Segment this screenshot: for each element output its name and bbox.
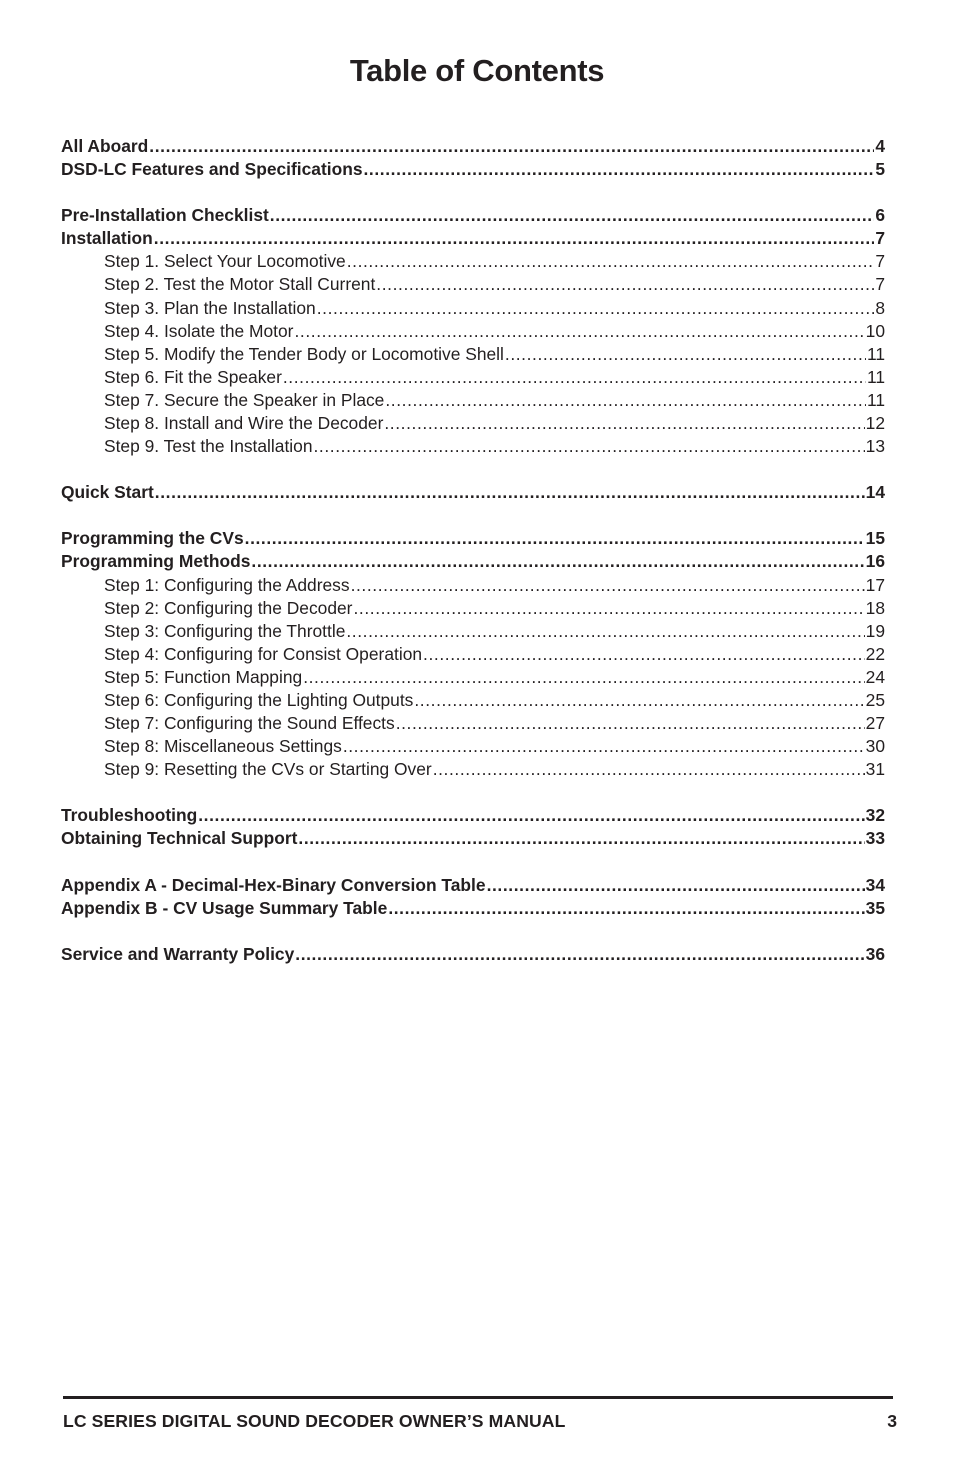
toc-entry-page-number: 8 [875, 297, 885, 318]
toc-step-entry [61, 343, 885, 366]
toc-section-entry [61, 527, 885, 550]
toc-section-entry [61, 550, 885, 573]
toc-entry-page-number: 14 [865, 482, 885, 503]
toc-entry-page-number: 34 [865, 874, 885, 895]
toc-step-entry [61, 574, 885, 597]
toc-entry-label: Step 6: Configuring the Lighting Outputs [104, 689, 414, 710]
toc-entry-page-number: 31 [865, 759, 885, 780]
toc-entry-label: Obtaining Technical Support [61, 828, 298, 849]
toc-entry-label: Step 2: Configuring the Decoder [104, 597, 353, 618]
toc-dot-leader [149, 135, 874, 158]
toc-entry-page-number: 30 [865, 736, 885, 757]
footer-title: LC SERIES DIGITAL SOUND DECODER OWNER’S MANUAL [63, 1411, 566, 1431]
toc-dot-leader [364, 158, 875, 181]
toc-entry-page-number: 5 [875, 159, 885, 180]
toc-section-entry [61, 204, 885, 227]
toc-dot-leader [303, 666, 864, 689]
toc-step-entry [61, 597, 885, 620]
toc-step-entry [61, 389, 885, 412]
toc-step-entry [61, 412, 885, 435]
toc-entry-label: Step 8: Miscellaneous Settings [104, 736, 342, 757]
toc-entry-page-number: 35 [865, 897, 885, 918]
toc-dot-leader [155, 481, 865, 504]
toc-entry-label: Step 7: Configuring the Sound Effects [104, 713, 395, 734]
toc-dot-leader [384, 412, 864, 435]
toc-step-entry [61, 666, 885, 689]
toc-dot-leader [295, 943, 864, 966]
toc-step-entry [61, 758, 885, 781]
toc-entry-page-number: 18 [865, 597, 885, 618]
toc-step-entry [61, 712, 885, 735]
toc-entry-page-number: 32 [865, 805, 885, 826]
toc-entry-label: Step 6. Fit the Speaker [104, 366, 282, 387]
toc-dot-leader [385, 389, 866, 412]
toc-dot-leader [487, 874, 865, 897]
toc-dot-leader [317, 297, 875, 320]
toc-step-entry [61, 297, 885, 320]
toc-step-entry [61, 320, 885, 343]
toc-step-entry [61, 250, 885, 273]
toc-dot-leader [433, 758, 865, 781]
toc-entry-label: Programming Methods [61, 551, 251, 572]
toc-entry-label: Programming the CVs [61, 528, 244, 549]
toc-entry-page-number: 22 [865, 643, 885, 664]
toc-dot-leader [245, 527, 865, 550]
toc-entry-label: Step 9: Resetting the CVs or Starting Over [104, 759, 432, 780]
toc-dot-leader [251, 550, 864, 573]
toc-dot-leader [376, 273, 874, 296]
table-of-contents [61, 135, 885, 966]
toc-entry-label: Quick Start [61, 482, 154, 503]
toc-step-entry [61, 643, 885, 666]
toc-entry-label: Step 4: Configuring for Consist Operation [104, 643, 423, 664]
toc-entry-page-number: 33 [865, 828, 885, 849]
toc-entry-label: Step 7. Secure the Speaker in Place [104, 389, 385, 410]
toc-section-entry [61, 897, 885, 920]
toc-entry-page-number: 17 [865, 574, 885, 595]
toc-entry-page-number: 10 [865, 320, 885, 341]
toc-entry-page-number: 11 [866, 389, 885, 410]
toc-dot-leader [343, 735, 865, 758]
toc-entry-label: DSD-LC Features and Specifications [61, 159, 363, 180]
toc-entry-page-number: 36 [865, 943, 885, 964]
toc-entry-label: Installation [61, 228, 153, 249]
toc-section-entry [61, 481, 885, 504]
toc-step-entry [61, 689, 885, 712]
toc-entry-page-number: 16 [865, 551, 885, 572]
toc-dot-leader [198, 804, 864, 827]
toc-entry-label: All Aboard [61, 136, 149, 156]
toc-dot-leader [347, 250, 875, 273]
toc-step-entry [61, 620, 885, 643]
toc-dot-leader [314, 435, 865, 458]
toc-entry-label: Pre-Installation Checklist [61, 205, 269, 226]
toc-entry-page-number: 25 [865, 689, 885, 710]
toc-dot-leader [351, 574, 865, 597]
toc-dot-leader [283, 366, 866, 389]
toc-entry-label: Service and Warranty Policy [61, 943, 295, 964]
toc-entry-page-number: 15 [865, 528, 885, 549]
toc-dot-leader [346, 620, 864, 643]
toc-entry-page-number: 6 [875, 205, 885, 226]
toc-step-entry [61, 366, 885, 389]
toc-entry-label: Step 4. Isolate the Motor [104, 320, 294, 341]
toc-entry-page-number: 7 [875, 274, 885, 295]
footer-divider [63, 1396, 893, 1399]
toc-entry-label: Step 3: Configuring the Throttle [104, 620, 346, 641]
toc-entry-label: Troubleshooting [61, 805, 198, 826]
toc-section-entry [61, 943, 885, 966]
toc-entry-page-number: 27 [865, 713, 885, 734]
toc-step-entry [61, 435, 885, 458]
toc-section-entry [61, 827, 885, 850]
toc-dot-leader [396, 712, 865, 735]
toc-section-entry [61, 874, 885, 897]
page-title: Table of Contents [349, 53, 605, 88]
toc-entry-page-number: 24 [865, 666, 885, 687]
toc-entry-label: Appendix B - CV Usage Summary Table [61, 897, 388, 918]
toc-section-entry [61, 804, 885, 827]
toc-entry-page-number: 11 [866, 343, 885, 364]
toc-entry-label: Step 5. Modify the Tender Body or Locomotive Shell [104, 343, 504, 364]
toc-entry-page-number: 4 [875, 136, 885, 156]
toc-section-entry [61, 227, 885, 250]
toc-step-entry [61, 735, 885, 758]
toc-entry-label: Appendix A - Decimal-Hex-Binary Conversion Table [61, 874, 486, 895]
toc-entry-page-number: 19 [865, 620, 885, 641]
toc-dot-leader [388, 897, 864, 920]
toc-dot-leader [154, 227, 875, 250]
toc-entry-label: Step 3. Plan the Installation [104, 297, 316, 318]
toc-entry-label: Step 9. Test the Installation [104, 436, 313, 457]
toc-section-entry [61, 158, 885, 181]
toc-entry-label: Step 1: Configuring the Address [104, 574, 350, 595]
toc-entry-label: Step 8. Install and Wire the Decoder [104, 413, 384, 434]
toc-dot-leader [414, 689, 864, 712]
toc-dot-leader [270, 204, 875, 227]
toc-entry-label: Step 5: Function Mapping [104, 666, 303, 687]
toc-dot-leader [353, 597, 864, 620]
toc-step-entry [61, 273, 885, 296]
toc-entry-page-number: 11 [866, 366, 885, 387]
toc-dot-leader [298, 827, 864, 850]
toc-dot-leader [294, 320, 864, 343]
toc-section-entry [61, 135, 885, 158]
toc-dot-leader [423, 643, 865, 666]
toc-entry-label: Step 1. Select Your Locomotive [104, 251, 346, 272]
toc-entry-page-number: 7 [875, 228, 885, 249]
toc-entry-page-number: 13 [865, 436, 885, 457]
toc-entry-page-number: 7 [875, 251, 885, 272]
toc-entry-page-number: 12 [865, 413, 885, 434]
toc-entry-label: Step 2. Test the Motor Stall Current [104, 274, 376, 295]
toc-dot-leader [505, 343, 866, 366]
footer-page-number: 3 [887, 1411, 897, 1431]
